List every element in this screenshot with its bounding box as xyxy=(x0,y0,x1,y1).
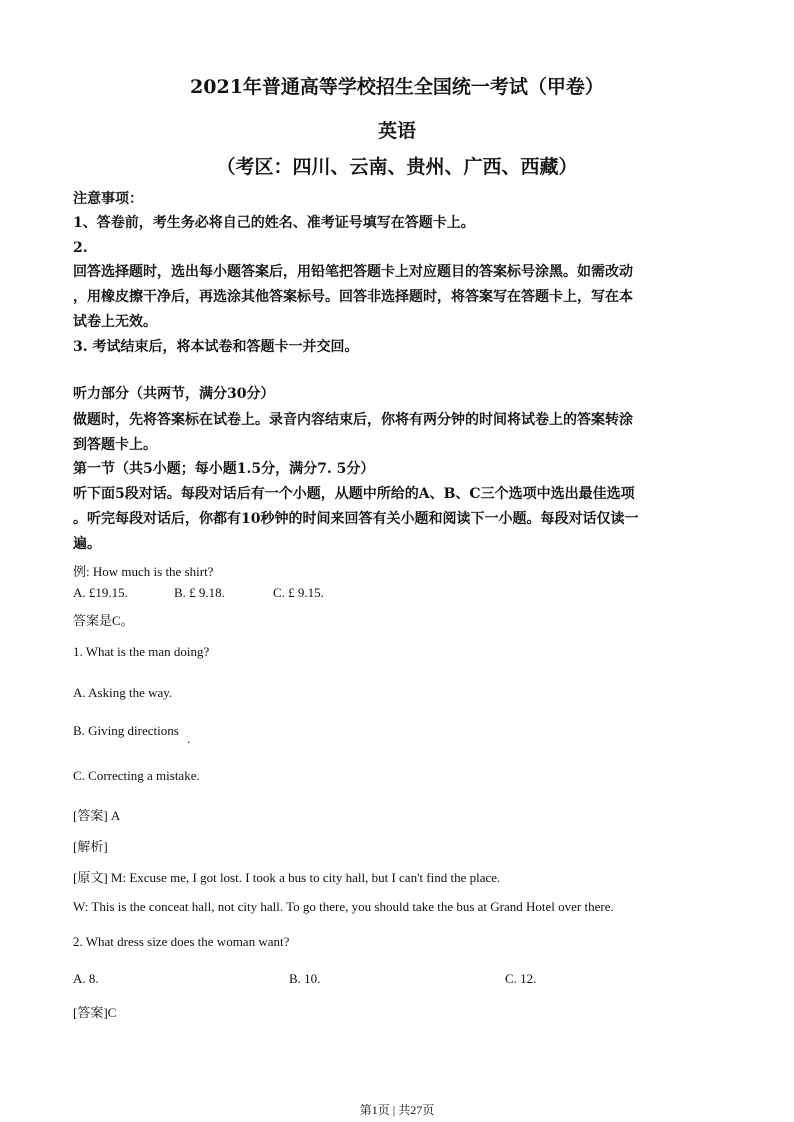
question-1-answer: [答案] A xyxy=(73,808,121,823)
example-question: 例: How much is the shirt? xyxy=(73,564,214,579)
listening-intro-line-2: 到答题卡上。 xyxy=(73,437,157,453)
example-option-a: A. £19.15. xyxy=(73,585,128,600)
example-option-c: C. £ 9.15. xyxy=(273,585,324,600)
question-2-option-b: B. 10. xyxy=(289,971,321,986)
question-2-option-c: C. 12. xyxy=(505,971,537,986)
section-intro-line-3: 遍。 xyxy=(73,536,101,552)
notice-item-3: 3. 考试结束后，将本试卷和答题卡一并交回。 xyxy=(73,339,359,355)
question-1-analysis: [解析] xyxy=(73,839,108,854)
subject-title: 英语 xyxy=(377,120,416,142)
notice-item-1: 1、答卷前，考生务必将自己的姓名、准考证号填写在答题卡上。 xyxy=(73,215,475,231)
section-intro-line-1: 听下面5段对话。每段对话后有一个小题，从题中所给的A、B、C三个选项中选出最佳选项 xyxy=(73,486,635,502)
question-1-transcript-man: [原文] M: Excuse me, I got lost. I took a bus to city hall, but I can't find the place. xyxy=(73,870,501,885)
question-1-option-c: C. Correcting a mistake. xyxy=(73,768,200,783)
page-footer: 第1页 | 共27页 xyxy=(359,1103,435,1117)
question-1-option-b-dot: . xyxy=(187,731,191,746)
question-2: 2. What dress size does the woman want? xyxy=(73,934,290,949)
question-2-answer: [答案]C xyxy=(73,1005,117,1020)
notice-item-2-line-2: ，用橡皮擦干净后，再选涂其他答案标号。回答非选择题时，将答案写在答题卡上，写在本 xyxy=(73,289,633,305)
section-intro-line-2: 。听完每段对话后，你都有10秒钟的时间来回答有关小题和阅读下一小题。每段对话仅读一 xyxy=(73,511,639,527)
question-2-option-a: A. 8. xyxy=(73,971,99,986)
exam-region: （考区：四川、云南、贵州、广西、西藏） xyxy=(216,156,578,178)
listening-heading: 听力部分（共两节，满分30分） xyxy=(73,386,275,402)
notice-item-2-line-1: 回答选择题时，选出每小题答案后，用铅笔把答题卡上对应题目的答案标号涂黑。如需改动 xyxy=(73,264,633,280)
question-1: 1. What is the man doing? xyxy=(73,644,210,659)
notice-item-2-number: 2. xyxy=(73,240,88,256)
notice-item-2-line-3: 试卷上无效。 xyxy=(73,314,157,330)
example-answer: 答案是C。 xyxy=(73,613,134,628)
section-1-heading: 第一节（共5小题；每小题1.5分，满分7. 5分） xyxy=(73,461,375,477)
listening-intro-line-1: 做题时，先将答案标在试卷上。录音内容结束后，你将有两分钟的时间将试卷上的答案转涂 xyxy=(73,412,633,428)
notice-heading: 注意事项： xyxy=(73,191,143,207)
question-1-option-b: B. Giving directions xyxy=(73,723,179,738)
question-1-transcript-woman: W: This is the conceat hall, not city hall. To go there, you should take the bus at Grand Hotel over there. xyxy=(73,899,614,914)
question-1-option-a: A. Asking the way. xyxy=(73,685,173,700)
exam-title: 2021年普通高等学校招生全国统一考试（甲卷） xyxy=(190,76,604,98)
example-option-b: B. £ 9.18. xyxy=(174,585,225,600)
